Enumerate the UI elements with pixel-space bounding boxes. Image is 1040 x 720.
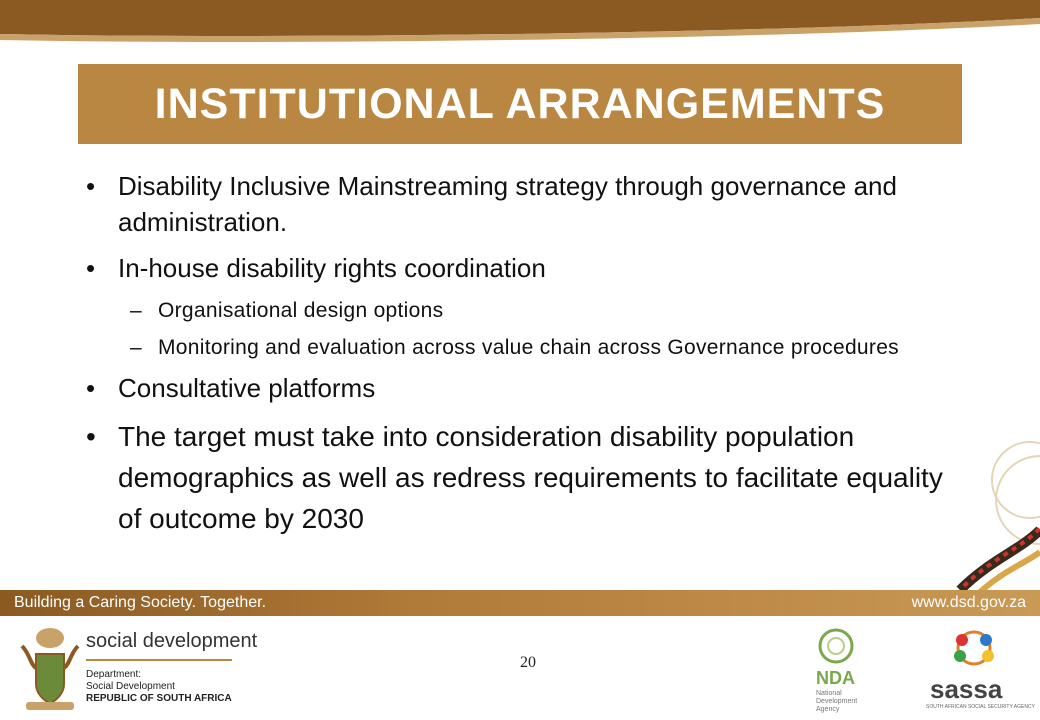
bullet-item — [86, 250, 956, 286]
bullet-item — [86, 370, 956, 406]
sassa-short: sassa — [930, 674, 1003, 704]
coat-of-arms-icon — [16, 624, 84, 712]
bullet-text: The target must take into consideration disability population demographics as well as redress requirements to facilitate equality of outcome by 2030 — [118, 421, 943, 534]
sub-bullet-item — [86, 333, 956, 362]
bullet-marker: • — [86, 373, 96, 403]
bullet-text: Organisational design options — [158, 299, 444, 322]
nda-line-1: National — [816, 690, 842, 697]
title-bar — [78, 64, 962, 144]
bullet-marker: • — [86, 171, 96, 201]
footer-strip — [0, 590, 1040, 616]
bullet-text: Disability Inclusive Mainstreaming strategy through governance and administration. — [118, 171, 897, 237]
nda-full — [816, 690, 857, 714]
slide-title: INSTITUTIONAL ARRANGEMENTS — [154, 79, 886, 128]
page-number: 20 — [520, 654, 536, 671]
department-logo — [86, 630, 257, 705]
footer-tagline: Building a Caring Society. Together. — [14, 594, 267, 611]
dept-divider — [86, 659, 232, 661]
bullet-list — [86, 168, 956, 549]
bullet-text: In-house disability rights coordination — [118, 253, 546, 283]
dept-country: REPUBLIC OF SOUTH AFRICA — [86, 693, 232, 704]
nda-short: NDA — [816, 668, 855, 688]
bullet-marker: • — [86, 253, 96, 283]
nda-line-3: Agency — [816, 706, 840, 713]
bullet-marker: • — [86, 421, 96, 452]
logo-bar — [0, 616, 1040, 720]
top-decorative-band — [0, 0, 1040, 50]
sassa-full: SOUTH AFRICAN SOCIAL SECURITY AGENCY — [926, 704, 1035, 710]
bullet-text: Monitoring and evaluation across value chain across Governance procedures — [158, 336, 899, 359]
bullet-item — [86, 416, 956, 539]
dash-marker: – — [130, 336, 142, 359]
bullet-text: Consultative platforms — [118, 373, 376, 403]
nda-line-2: Development — [816, 698, 858, 705]
dept-line-1: Department: — [86, 669, 142, 680]
bullet-item — [86, 168, 956, 240]
dash-marker: – — [130, 299, 142, 322]
footer-url[interactable]: www.dsd.gov.za — [911, 594, 1026, 611]
dept-name: social development — [86, 630, 258, 652]
sub-bullet-item — [86, 296, 956, 325]
decorative-swirl — [930, 440, 1040, 600]
dept-line-2: Social Development — [86, 681, 175, 692]
